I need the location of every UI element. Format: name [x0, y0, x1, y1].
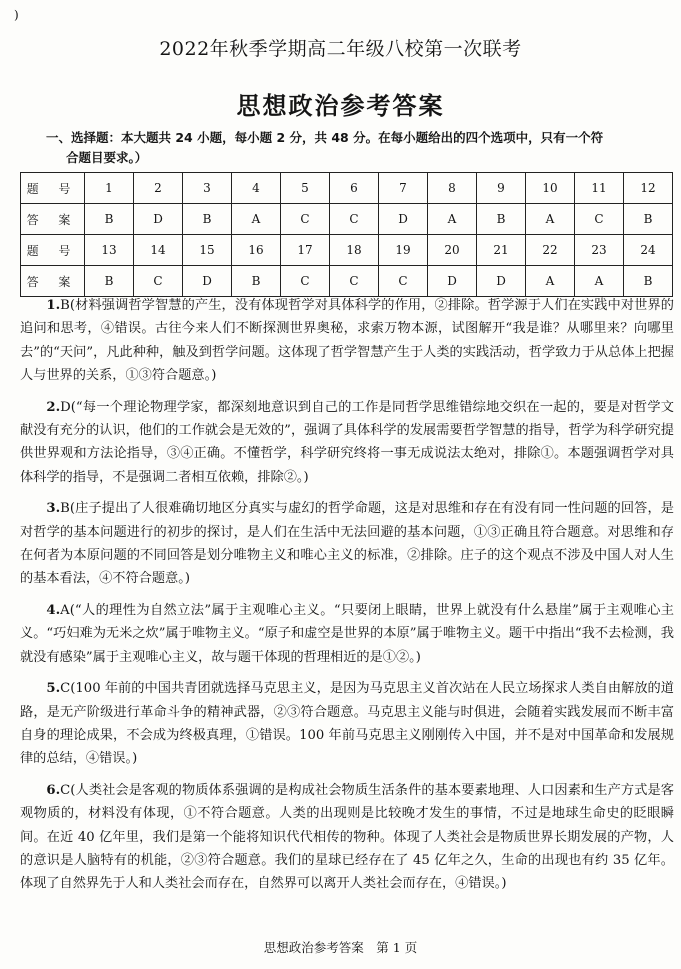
- row-label-answer: 答 案: [21, 204, 85, 235]
- question-number-cell: 4: [232, 173, 281, 204]
- question-number-cell: 22: [526, 235, 575, 266]
- question-number-cell: 8: [428, 173, 477, 204]
- explanation-paragraph: [20, 599, 674, 669]
- explanations: [20, 294, 674, 904]
- section-heading: [46, 128, 661, 168]
- answer-cell: C: [379, 266, 428, 297]
- question-number-cell: 12: [624, 173, 673, 204]
- question-number: 2.: [46, 399, 61, 415]
- answer-cell: B: [624, 204, 673, 235]
- question-number-cell: 9: [477, 173, 526, 204]
- question-number-cell: 13: [85, 235, 134, 266]
- question-number-row: [21, 235, 673, 266]
- answer-row: [21, 204, 673, 235]
- answer-cell: C: [281, 266, 330, 297]
- question-number-cell: 16: [232, 235, 281, 266]
- explanation-paragraph: [20, 294, 674, 388]
- answer-cell: C: [575, 204, 624, 235]
- answer-cell: B: [85, 266, 134, 297]
- answer-row: [21, 266, 673, 297]
- question-number-cell: 11: [575, 173, 624, 204]
- explanation-text: A(“人的理性为自然立法”属于主观唯心主义。“只要闭上眼睛，世界上就没有什么悬崖”属于主观唯心主义。“巧妇难为无米之炊”属于唯物主义。“原子和虚空是世界的本原”属于唯物主义。题干中指出“我不去检测，我就没有感染”属于主观唯心主义，故与题干体现的哲理相近的是①②。): [20, 602, 674, 665]
- page-footer: 思想政治参考答案 第 1 页: [263, 940, 418, 955]
- answer-cell: A: [575, 266, 624, 297]
- question-number: 6.: [46, 782, 61, 798]
- answer-cell: B: [183, 204, 232, 235]
- answer-cell: B: [232, 266, 281, 297]
- answer-cell: B: [477, 204, 526, 235]
- question-number-cell: 3: [183, 173, 232, 204]
- section-heading-line1: 一、选择题：本大题共 24 小题，每小题 2 分，共 48 分。在每小题给出的四个选项中，只有一个符: [46, 130, 604, 145]
- question-number-cell: 15: [183, 235, 232, 266]
- answer-cell: A: [428, 204, 477, 235]
- question-number-cell: 19: [379, 235, 428, 266]
- answer-cell: A: [526, 266, 575, 297]
- explanation-text: D(“每一个理论物理学家，都深刻地意识到自己的工作是同哲学思维错综地交织在一起的，要是对哲学文献没有充分的认识，他们的工作就会是无效的”，强调了具体科学的发展需要哲学智慧的指导，哲学为科学研究提供世界观和方法论指导，③④正确。不懂哲学，科学研究终将一事无成说法太绝对，排除①。本题强调哲学对具体科学的指导，不是强调二者相互依赖，排除②。): [20, 399, 674, 485]
- question-number: 1.: [46, 298, 61, 313]
- answer-table: [20, 172, 673, 297]
- section-heading-line2: 合题目要求。）: [66, 150, 148, 165]
- answer-cell: D: [428, 266, 477, 297]
- answer-cell: D: [183, 266, 232, 297]
- question-number-cell: 17: [281, 235, 330, 266]
- explanation-paragraph: [20, 779, 674, 896]
- corner-mark: ): [14, 8, 19, 22]
- answer-cell: B: [85, 204, 134, 235]
- answer-cell: A: [526, 204, 575, 235]
- answer-cell: D: [379, 204, 428, 235]
- question-number-row: [21, 173, 673, 204]
- explanation-text: B(材料强调哲学智慧的产生，没有体现哲学对具体科学的作用，②排除。哲学源于人们在实践中对世界的追问和思考，④错误。古往今来人们不断探测世界奥秘，求索万物本源，试图解开“我是谁？从哪里来？向哪里去”的“天问”，凡此种种，触及到哲学问题。这体现了哲学智慧产生于人类的实践活动，哲学致力于从总体上把握人与世界的关系，①③符合题意。): [20, 298, 674, 384]
- question-number-cell: 14: [134, 235, 183, 266]
- explanation-paragraph: [20, 396, 674, 490]
- explanation-paragraph: [20, 497, 674, 591]
- question-number: 3.: [46, 501, 61, 517]
- question-number-cell: 6: [330, 173, 379, 204]
- answer-cell: C: [281, 204, 330, 235]
- question-number-cell: 1: [85, 173, 134, 204]
- question-number-cell: 2: [134, 173, 183, 204]
- exam-title: 2022年秋季学期高二年级八校第一次联考: [159, 38, 522, 60]
- answer-cell: C: [330, 204, 379, 235]
- question-number-cell: 24: [624, 235, 673, 266]
- answer-cell: C: [330, 266, 379, 297]
- question-number-cell: 21: [477, 235, 526, 266]
- question-number-cell: 23: [575, 235, 624, 266]
- row-label-answer: 答 案: [21, 266, 85, 297]
- question-number: 5.: [46, 681, 61, 697]
- explanation-text: C(100 年前的中国共青团就选择马克思主义，是因为马克思主义首次站在人民立场探求人类自由解放的道路，是无产阶级进行革命斗争的精神武器，②③符合题意。马克思主义能与时俱进，会随着实践发展而不断丰富自身的理论成果，不会成为终极真理，①错误。100 年前马克思主义刚刚传入中国，并不是对中国革命和发展规律的总结，④错误。): [20, 681, 674, 767]
- answer-cell: C: [134, 266, 183, 297]
- row-label-question: 题 号: [21, 173, 85, 204]
- answer-cell: B: [624, 266, 673, 297]
- question-number-cell: 20: [428, 235, 477, 266]
- answer-cell: D: [477, 266, 526, 297]
- row-label-question: 题 号: [21, 235, 85, 266]
- question-number-cell: 10: [526, 173, 575, 204]
- explanation-paragraph: [20, 677, 674, 771]
- question-number: 4.: [46, 602, 61, 618]
- question-number-cell: 18: [330, 235, 379, 266]
- answer-cell: A: [232, 204, 281, 235]
- answer-cell: D: [134, 204, 183, 235]
- question-number-cell: 5: [281, 173, 330, 204]
- subject-title: 思想政治参考答案: [236, 92, 445, 120]
- question-number-cell: 7: [379, 173, 428, 204]
- explanation-text: B(庄子提出了人很难确切地区分真实与虚幻的哲学命题，这是对思维和存在有没有同一性问题的回答，是对哲学的基本问题进行的初步的探讨，是人们在生活中无法回避的基本问题，①③正确且符合题意。对思维和存在何者为本原问题的不同回答是划分唯物主义和唯心主义的标准，②排除。庄子的这个观点不涉及中国人对人生的基本看法，④不符合题意。): [20, 501, 674, 587]
- explanation-text: C(人类社会是客观的物质体系强调的是构成社会物质生活条件的基本要素地理、人口因素和生产方式是客观物质的，材料没有体现，①不符合题意。人类的出现则是比较晚才发生的事情，不过是地球生命史的眨眼瞬间。在近 40 亿年里，我们是第一个能将知识代代相传的物种。体现了人类社会是物质世界长期发展的产物，人的意识是人脑特有的机能，②③符合题意。我们的星球已经存在了 45 亿年之久，生命的出现也有约 35 亿年。体现了自然界先于人和人类社会而存在，自然界可以离开人类社会而存在，④错误。): [20, 782, 674, 892]
